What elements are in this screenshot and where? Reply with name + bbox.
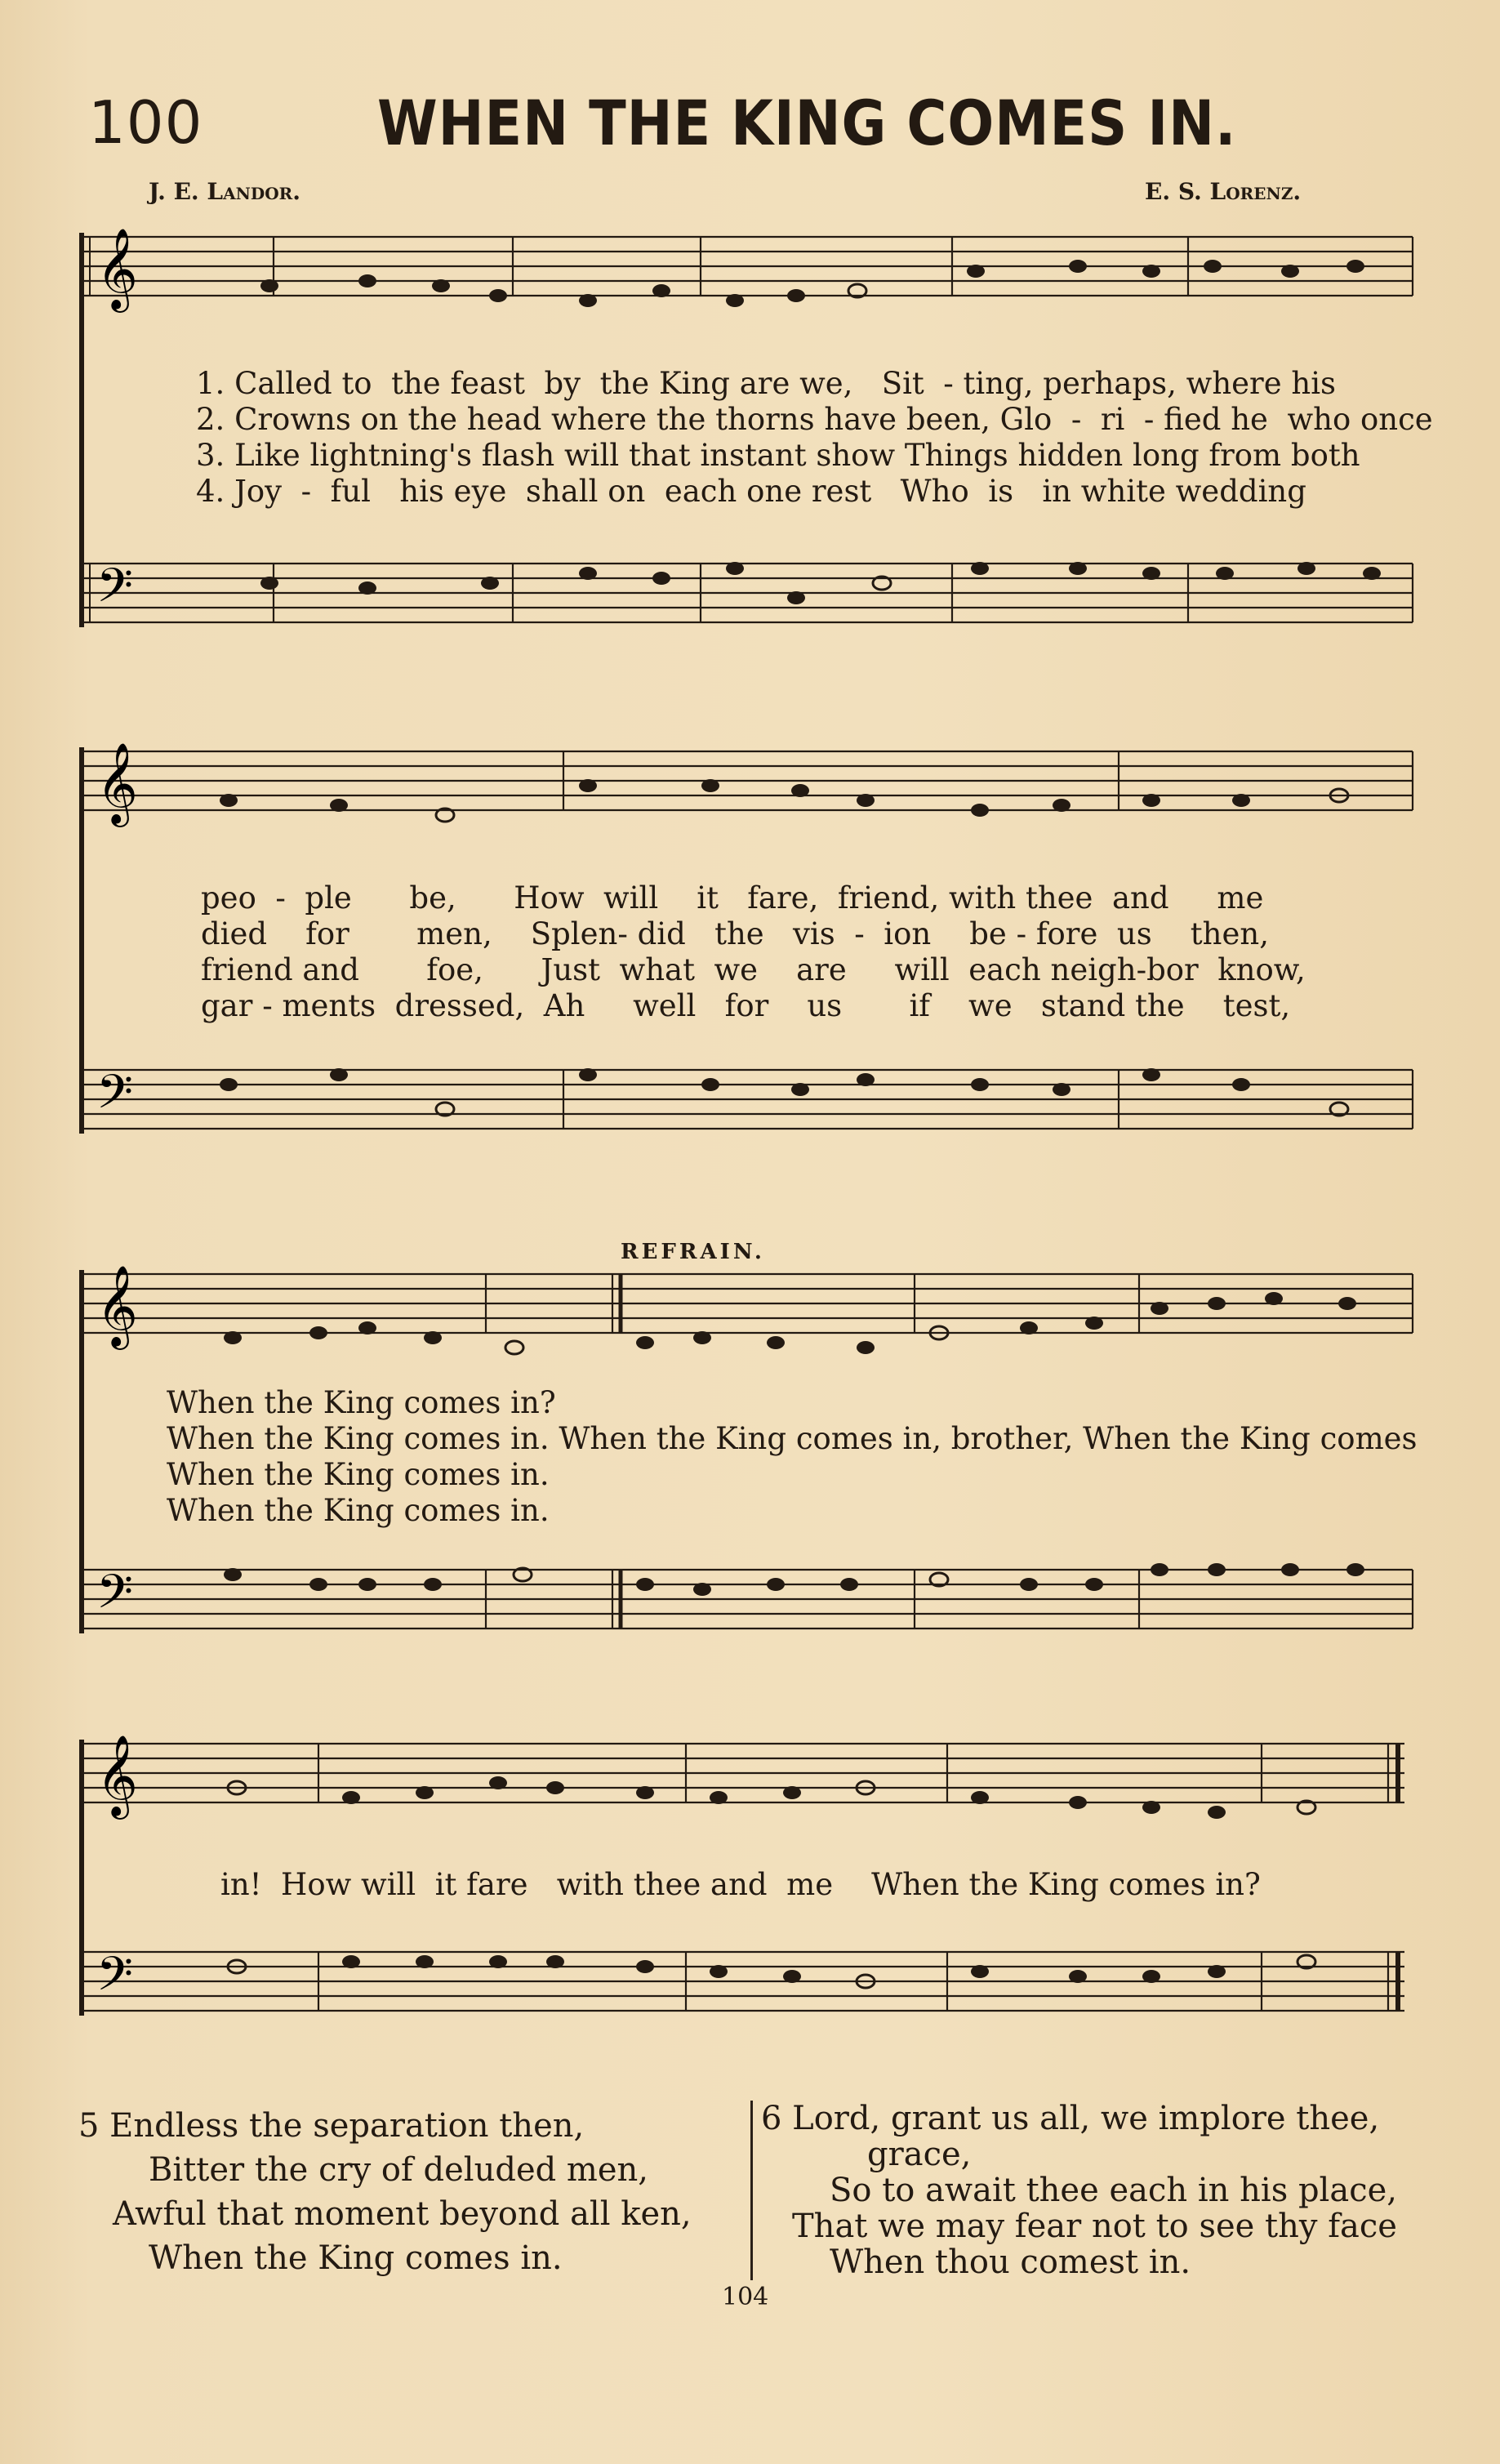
- verse-6-block: [761, 2101, 1397, 2280]
- notes-bass-4: [228, 1955, 1315, 1988]
- page-number: 104: [722, 2283, 769, 2311]
- verse-5-line-1: 5 Endless the separation then,: [78, 2107, 585, 2145]
- lyric-line-1-2: 2. Crowns on the head where the thorns have been, Glo - ri - fied he who once: [196, 402, 1433, 437]
- verse-6-line-2: grace,: [867, 2136, 972, 2173]
- lyric-line-2-3: friend and foe, Just what we are will each neigh-bor know,: [201, 952, 1306, 987]
- refrain-line-2: When the King comes in. When the King comes in, brother, When the King comes: [167, 1421, 1418, 1456]
- lyric-line-1-1: 1. Called to the feast by the King are we, Sit - ting, perhaps, where his: [196, 366, 1337, 401]
- lyric-line-1-4: 4. Joy - ful his eye shall on each one rest Who is in white wedding: [196, 474, 1306, 509]
- treble-clef-icon: 𝄞: [96, 1735, 138, 1816]
- composer: E. S. Lorenz.: [1145, 178, 1302, 205]
- bass-clef-icon: 𝄢: [96, 1946, 134, 2013]
- treble-staff-2: [82, 751, 1413, 810]
- verse-6-line-5: When thou comest in.: [830, 2243, 1191, 2281]
- hymn-number: 100: [88, 88, 203, 157]
- system-bracket-1: [82, 233, 90, 627]
- refrain-line-3: When the King comes in.: [167, 1457, 550, 1492]
- refrain-line-1: When the King comes in?: [167, 1385, 556, 1420]
- lyric-line-1-3: 3. Like lightning's flash will that instant show Things hidden long from both: [196, 438, 1360, 473]
- bass-clef-icon: 𝄢: [96, 558, 134, 625]
- closing-line: in! How will it fare with thee and me When the King comes in?: [220, 1867, 1261, 1902]
- bass-staff-1: [82, 564, 1413, 622]
- hymn-title: WHEN THE KING COMES IN.: [377, 87, 1237, 159]
- refrain-label: REFRAIN.: [621, 1240, 765, 1264]
- bass-clef-icon: 𝄢: [96, 1064, 134, 1131]
- lyric-line-2-2: died for men, Splen- did the vis - ion be - fore us then,: [201, 916, 1269, 951]
- notes-bass-2: [220, 1068, 1348, 1116]
- notes-treble-4: [228, 1776, 1315, 1819]
- treble-clef-icon: 𝄞: [96, 228, 138, 310]
- verse-5-line-3: Awful that moment beyond all ken,: [113, 2195, 692, 2233]
- verse-6-line-1: 6 Lord, grant us all, we implore thee,: [761, 2100, 1380, 2137]
- treble-clef-icon: 𝄞: [96, 1265, 138, 1347]
- lyric-line-2-1: peo - ple be, How will it fare, friend, with thee and me: [201, 880, 1264, 916]
- treble-staff-4: [82, 1744, 1404, 1802]
- lyric-line-2-4: gar - ments dressed, Ah well for us if we stand the test,: [201, 988, 1291, 1023]
- notes-treble-3: [224, 1292, 1356, 1354]
- notes-bass-1: [260, 562, 1381, 604]
- verse-5-block: [78, 2104, 692, 2280]
- bass-clef-icon: 𝄢: [96, 1564, 134, 1631]
- verse-6-line-4: That we may fear not to see thy face: [792, 2208, 1397, 2245]
- column-divider: [750, 2101, 753, 2280]
- lyricist: J. E. Landor.: [149, 178, 301, 205]
- notes-treble-2: [220, 779, 1348, 822]
- verse-5-line-2: Bitter the cry of deluded men,: [149, 2151, 649, 2189]
- notes-bass-3: [224, 1563, 1364, 1596]
- bass-staff-4: [82, 1952, 1404, 2011]
- treble-clef-icon: 𝄞: [96, 742, 138, 824]
- verse-5-line-4: When the King comes in.: [149, 2239, 563, 2277]
- bass-staff-2: [82, 1070, 1413, 1129]
- bass-staff-3: [82, 1570, 1413, 1629]
- refrain-line-4: When the King comes in.: [167, 1493, 550, 1528]
- verse-6-line-3: So to await thee each in his place,: [830, 2172, 1397, 2209]
